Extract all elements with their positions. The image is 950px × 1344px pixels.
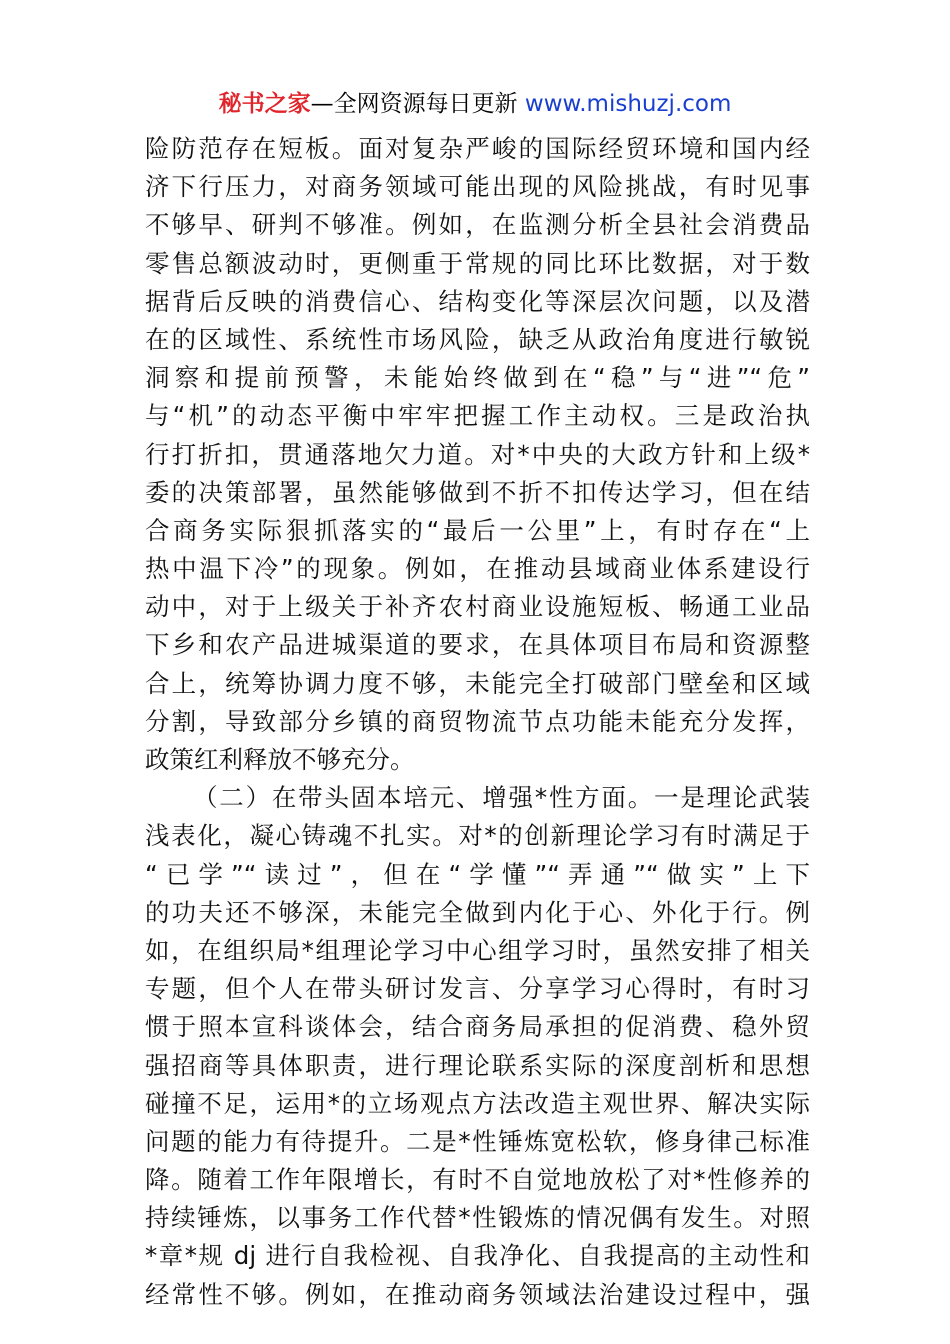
- text-line: 如，在组织局*组理论学习中心组学习时，虽然安排了相关: [145, 935, 810, 965]
- paragraph-end-line: 政策红利释放不够充分。: [145, 745, 415, 774]
- text-line: 与“机”的动态平衡中牢牢把握工作主动权。三是政治执: [145, 401, 810, 431]
- text-line: 不够早、研判不够准。例如，在监测分析全县社会消费品: [145, 210, 810, 240]
- text-line: 经常性不够。例如，在推动商务领域法治建设过程中，强: [145, 1279, 810, 1309]
- text-line: 洞察和提前预警，未能始终做到在“稳”与“进”“危”: [145, 363, 810, 393]
- text-line: 的功夫还不够深，未能完全做到内化于心、外化于行。例: [145, 897, 810, 927]
- site-header: [0, 88, 950, 120]
- text-line: 下乡和农产品进城渠道的要求，在具体项目布局和资源整: [145, 630, 810, 660]
- text-line: 济下行压力，对商务领域可能出现的风险挑战，有时见事: [145, 172, 810, 202]
- text-line: *章*规 dj 进行自我检视、自我净化、自我提高的主动性和: [145, 1241, 810, 1271]
- text-line: 在的区域性、系统性市场风险，缺乏从政治角度进行敏锐: [145, 324, 810, 354]
- text-line: 据背后反映的消费信心、结构变化等深层次问题，以及潜: [145, 286, 810, 316]
- text-line: 零售总额波动时，更侧重于常规的同比环比数据，对于数: [145, 248, 810, 278]
- text-line: 专题，但个人在带头研讨发言、分享学习心得时，有时习: [145, 974, 810, 1004]
- text-line: 行打折扣，贯通落地欠力道。对*中央的大政方针和上级*: [145, 439, 810, 469]
- text-line: 惯于照本宣科谈体会，结合商务局承担的促消费、稳外贸: [145, 1012, 810, 1042]
- text-line: 问题的能力有待提升。二是*性锤炼宽松软，修身律己标准: [145, 1126, 810, 1156]
- site-url-link[interactable]: www.mishuzj.com: [524, 91, 732, 117]
- text-line: 动中，对于上级关于补齐农村商业设施短板、畅通工业品: [145, 592, 810, 622]
- section-heading-line: （二）在带头固本培元、增强*性方面。一是理论武装: [193, 783, 810, 813]
- text-line: 碰撞不足，运用*的立场观点方法改造主观世界、解决实际: [145, 1088, 810, 1118]
- text-line: 降。随着工作年限增长，有时不自觉地放松了对*性修养的: [145, 1165, 810, 1195]
- text-line: 险防范存在短板。面对复杂严峻的国际经贸环境和国内经: [145, 134, 810, 163]
- text-line: 强招商等具体职责，进行理论联系实际的深度剖析和思想: [145, 1050, 810, 1080]
- text-line: 合商务实际狠抓落实的“最后一公里”上，有时存在“上: [145, 515, 810, 545]
- site-brand: 秘书之家: [218, 91, 311, 117]
- text-line: 热中温下冷”的现象。例如，在推动县域商业体系建设行: [145, 554, 810, 584]
- site-slogan: —全网资源每日更新: [310, 91, 525, 117]
- text-line: “已学”“读过”，但在“学懂”“弄通”“做实”上下: [145, 859, 810, 889]
- text-line: 持续锤炼，以事务工作代替*性锻炼的情况偶有发生。对照: [145, 1203, 810, 1233]
- text-line: 浅表化，凝心铸魂不扎实。对*的创新理论学习有时满足于: [145, 821, 810, 851]
- text-line: 委的决策部署，虽然能够做到不折不扣传达学习，但在结: [145, 477, 810, 507]
- text-line: 合上，统筹协调力度不够，未能完全打破部门壁垒和区域: [145, 668, 810, 698]
- text-line: 分割，导致部分乡镇的商贸物流节点功能未能充分发挥，: [145, 706, 810, 736]
- document-body: [145, 130, 810, 1314]
